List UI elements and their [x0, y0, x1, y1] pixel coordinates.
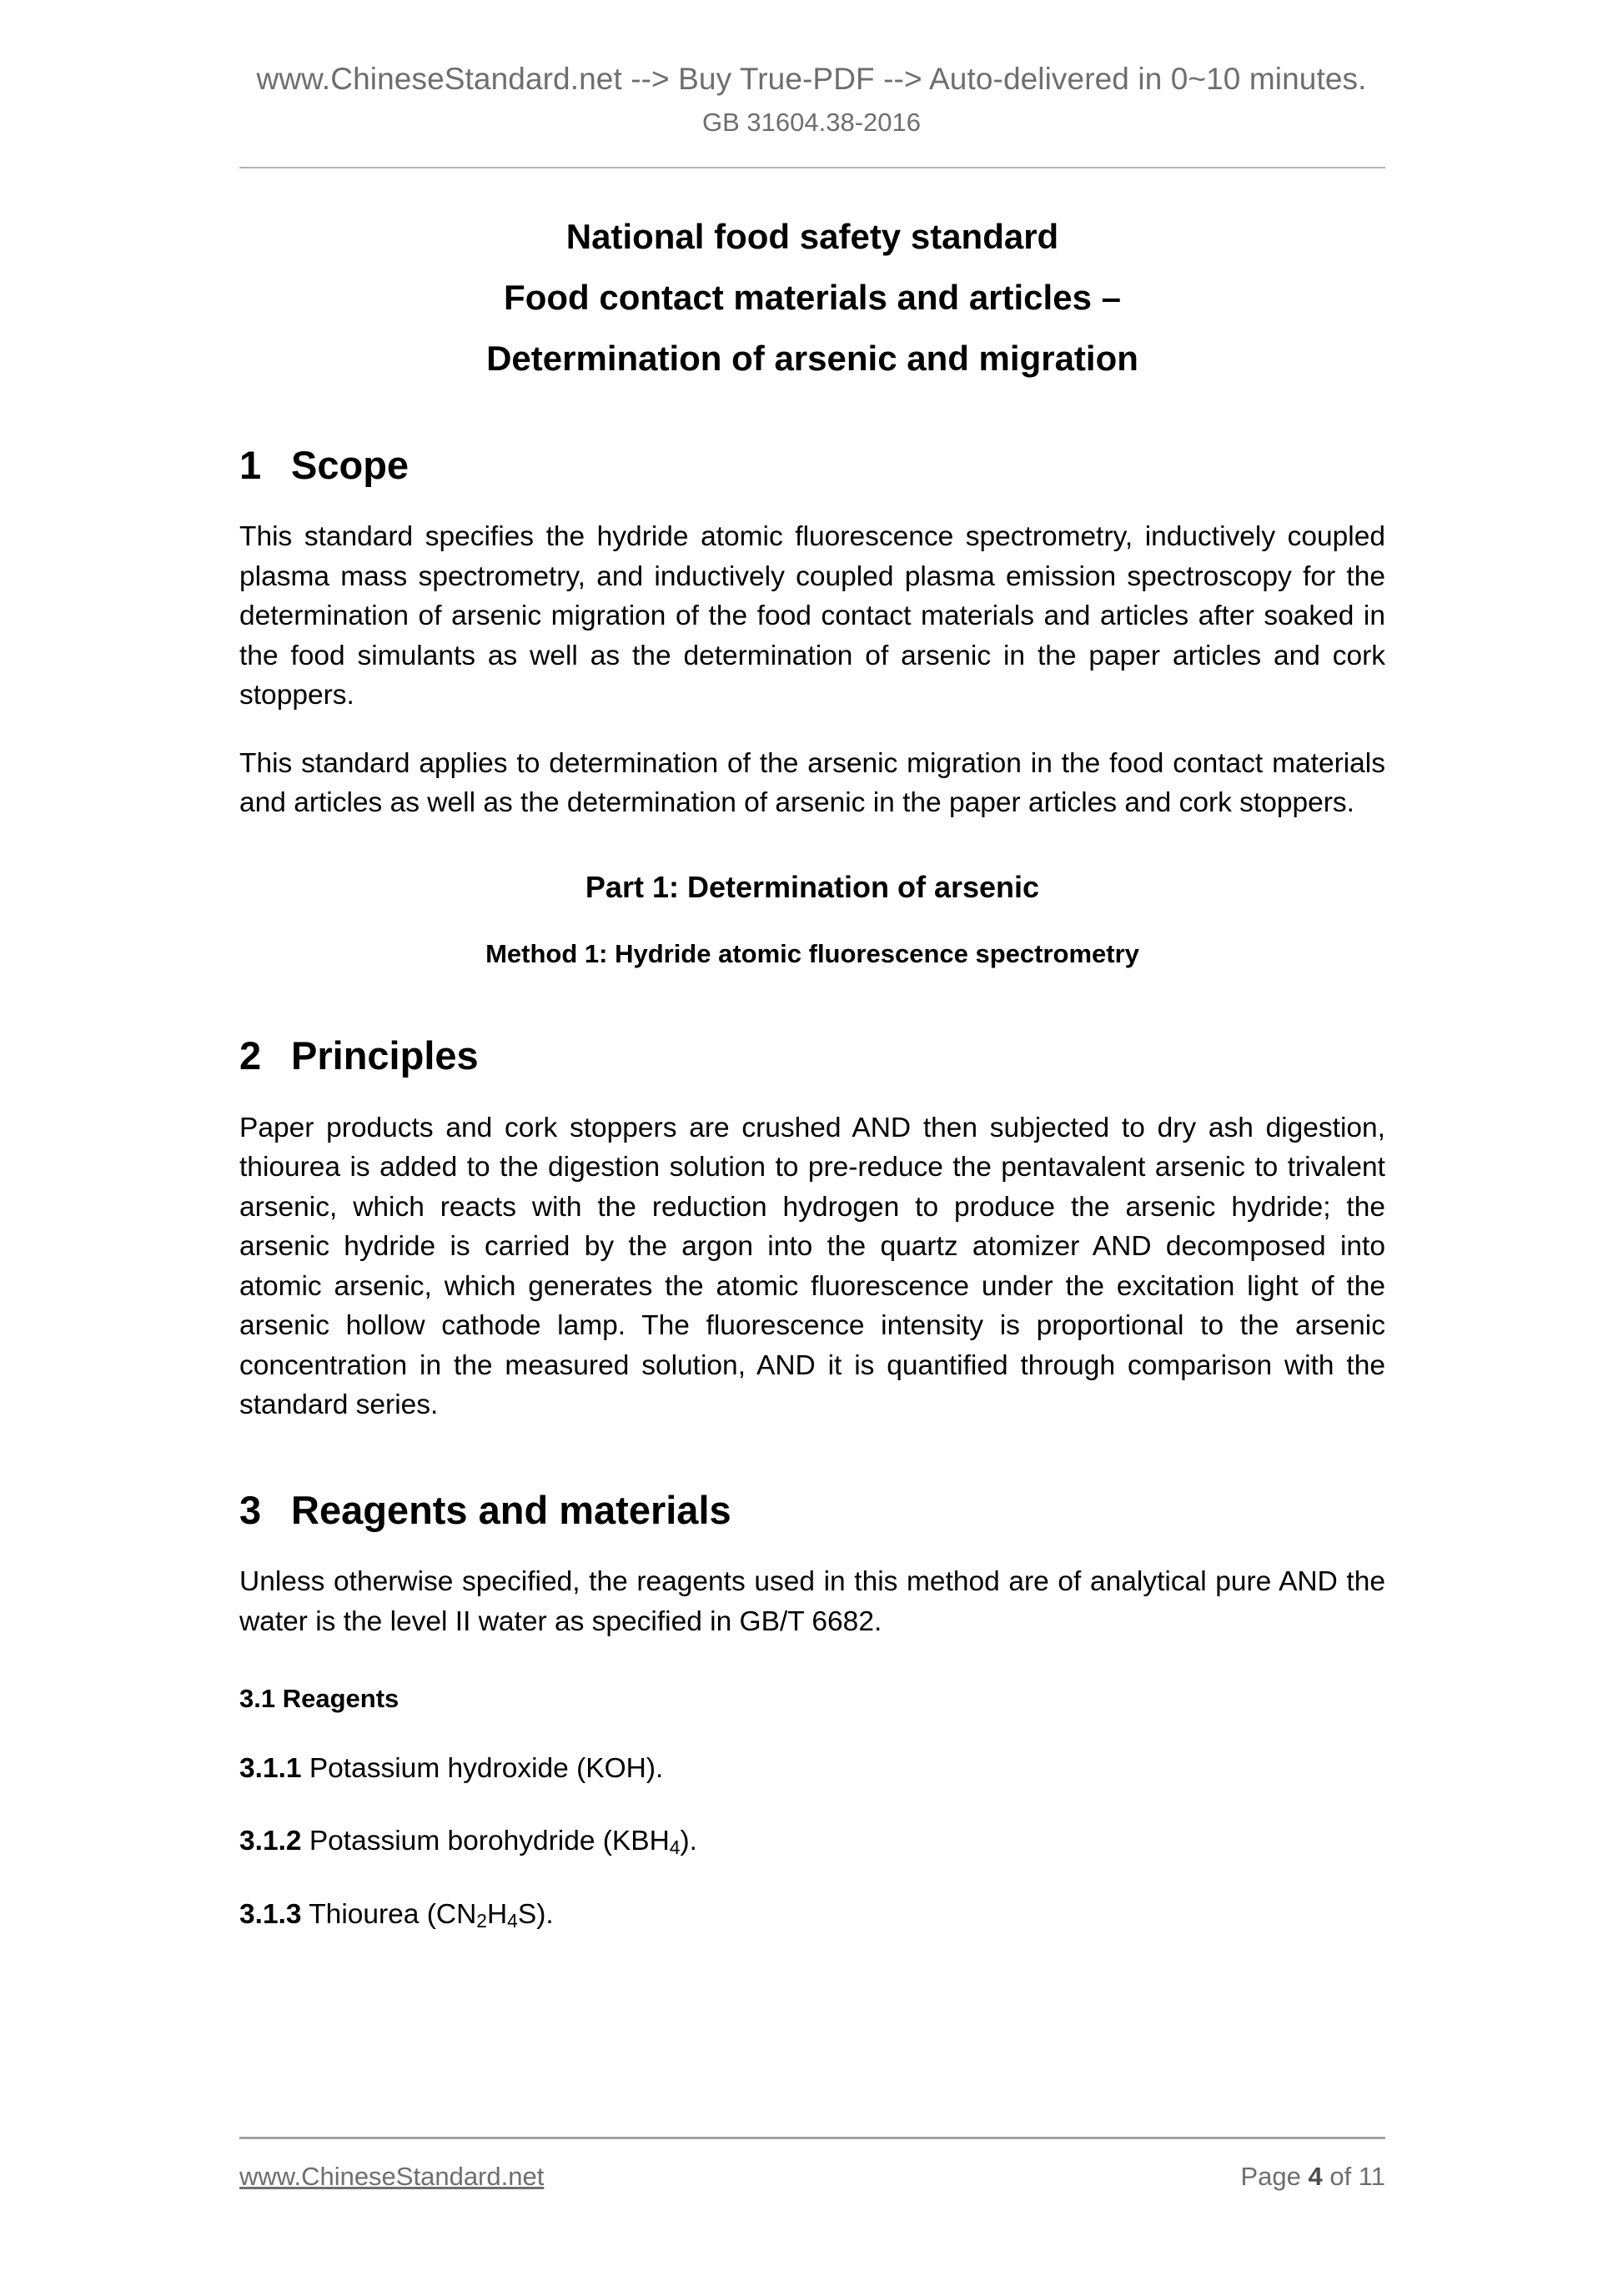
document-content — [239, 215, 1385, 1935]
footer-page-prefix: Page — [1240, 2162, 1301, 2191]
reagent-item-text-3-1-3 — [309, 1899, 553, 1930]
footer-page-number: 4 — [1308, 2162, 1323, 2191]
section-title-2: Principles — [291, 1033, 479, 1078]
formula-mid-3-1-3: H — [486, 1898, 508, 1930]
header-standard-number: GB 31604.38-2016 — [702, 108, 921, 138]
method-heading: Method 1: Hydride atomic fluorescence spectrometry — [485, 938, 1139, 968]
header-promo-text: www.ChineseStandard.net --> Buy True-PDF --> Auto-delivered in 0~10 minutes. — [256, 62, 1367, 96]
reagents-paragraph-1: Unless otherwise specified, the reagents used in this method are of analytical pure AND the water is the level II water as specified in GB/T 6682. — [239, 1566, 1385, 1637]
reagent-item-label-3-1-1: 3.1.1 — [239, 1752, 302, 1784]
section-heading-principles — [239, 1032, 1385, 1079]
scope-paragraph-2: This standard applies to determination of the arsenic migration in the food contact materials and articles as well as the determination of arsenic in the paper articles and cork stoppers. — [239, 747, 1385, 819]
reagent-item-text-3-1-2 — [309, 1826, 697, 1859]
reagent-item-label-3-1-3: 3.1.3 — [239, 1898, 302, 1930]
section-number-1: 1 — [239, 442, 262, 487]
section-title-1: Scope — [291, 442, 410, 487]
reagent-item-3-1-3 — [239, 1895, 1385, 1935]
footer-website-link[interactable]: www.ChineseStandard.net — [239, 2162, 545, 2191]
document-title — [239, 215, 1385, 380]
reagent-item-label-3-1-2: 3.1.2 — [239, 1826, 302, 1857]
page-header — [0, 60, 1623, 139]
section-number-3: 3 — [239, 1488, 262, 1533]
formula-suffix-3-1-3: S). — [517, 1898, 554, 1930]
formula-prefix-3-1-3: Thiourea (CN — [309, 1898, 477, 1930]
footer-page-suffix: of 11 — [1329, 2162, 1385, 2191]
scope-paragraph-1: This standard specifies the hydride atomic fluorescence spectrometry, inductively coupled plasma mass spectrometry, and inductively coupled plasma emission spectroscopy for the determination of arsenic migration of the food contact materials and articles after soaked in the food simulants as well as the determination of arsenic in the paper articles and cork stoppers. — [239, 521, 1385, 711]
formula-subscript-3-1-3-b: 4 — [507, 1909, 518, 1932]
section-heading-reagents — [239, 1487, 1385, 1534]
document-title-line-1: National food safety standard — [565, 217, 1059, 256]
section-title-3: Reagents and materials — [291, 1488, 731, 1533]
formula-prefix-3-1-2: Potassium borohydride (KBH — [309, 1826, 670, 1857]
section-number-2: 2 — [239, 1033, 262, 1078]
principles-paragraph-1: Paper products and cork stoppers are crushed AND then subjected to dry ash digestion, thiourea is added to the digestion solution to pre-reduce the pentavalent arsenic to trivalent arsenic, which reacts with the reduction hydrogen to produce the arsenic hydride; the arsenic hydride is carried by the argon into the quartz atomizer AND decomposed into atomic arsenic, which generates the atomic fluorescence under the excitation light of the arsenic hollow cathode lamp. The fluorescence intensity is proportional to the arsenic concentration in the measured solution, AND it is quantified through comparison with the standard series. — [239, 1112, 1385, 1421]
subsection-heading-reagents: 3.1 Reagents — [239, 1683, 399, 1713]
page-footer — [239, 2162, 1385, 2192]
formula-suffix-3-1-2: ). — [680, 1826, 697, 1857]
section-heading-scope — [239, 442, 1385, 489]
header-divider — [239, 167, 1385, 168]
reagent-item-3-1-2 — [239, 1821, 1385, 1861]
footer-divider — [239, 2137, 1385, 2139]
formula-subscript-3-1-3-a: 2 — [476, 1909, 487, 1932]
part-heading: Part 1: Determination of arsenic — [585, 870, 1040, 905]
reagent-item-text-3-1-1: Potassium hydroxide (KOH). — [309, 1752, 664, 1784]
document-title-line-2: Food contact materials and articles – — [504, 278, 1121, 318]
document-title-line-3: Determination of arsenic and migration — [486, 339, 1138, 379]
formula-subscript-3-1-2-a: 4 — [669, 1836, 681, 1859]
reagent-item-3-1-1 — [239, 1749, 1385, 1789]
footer-page-indicator — [1240, 2162, 1385, 2192]
